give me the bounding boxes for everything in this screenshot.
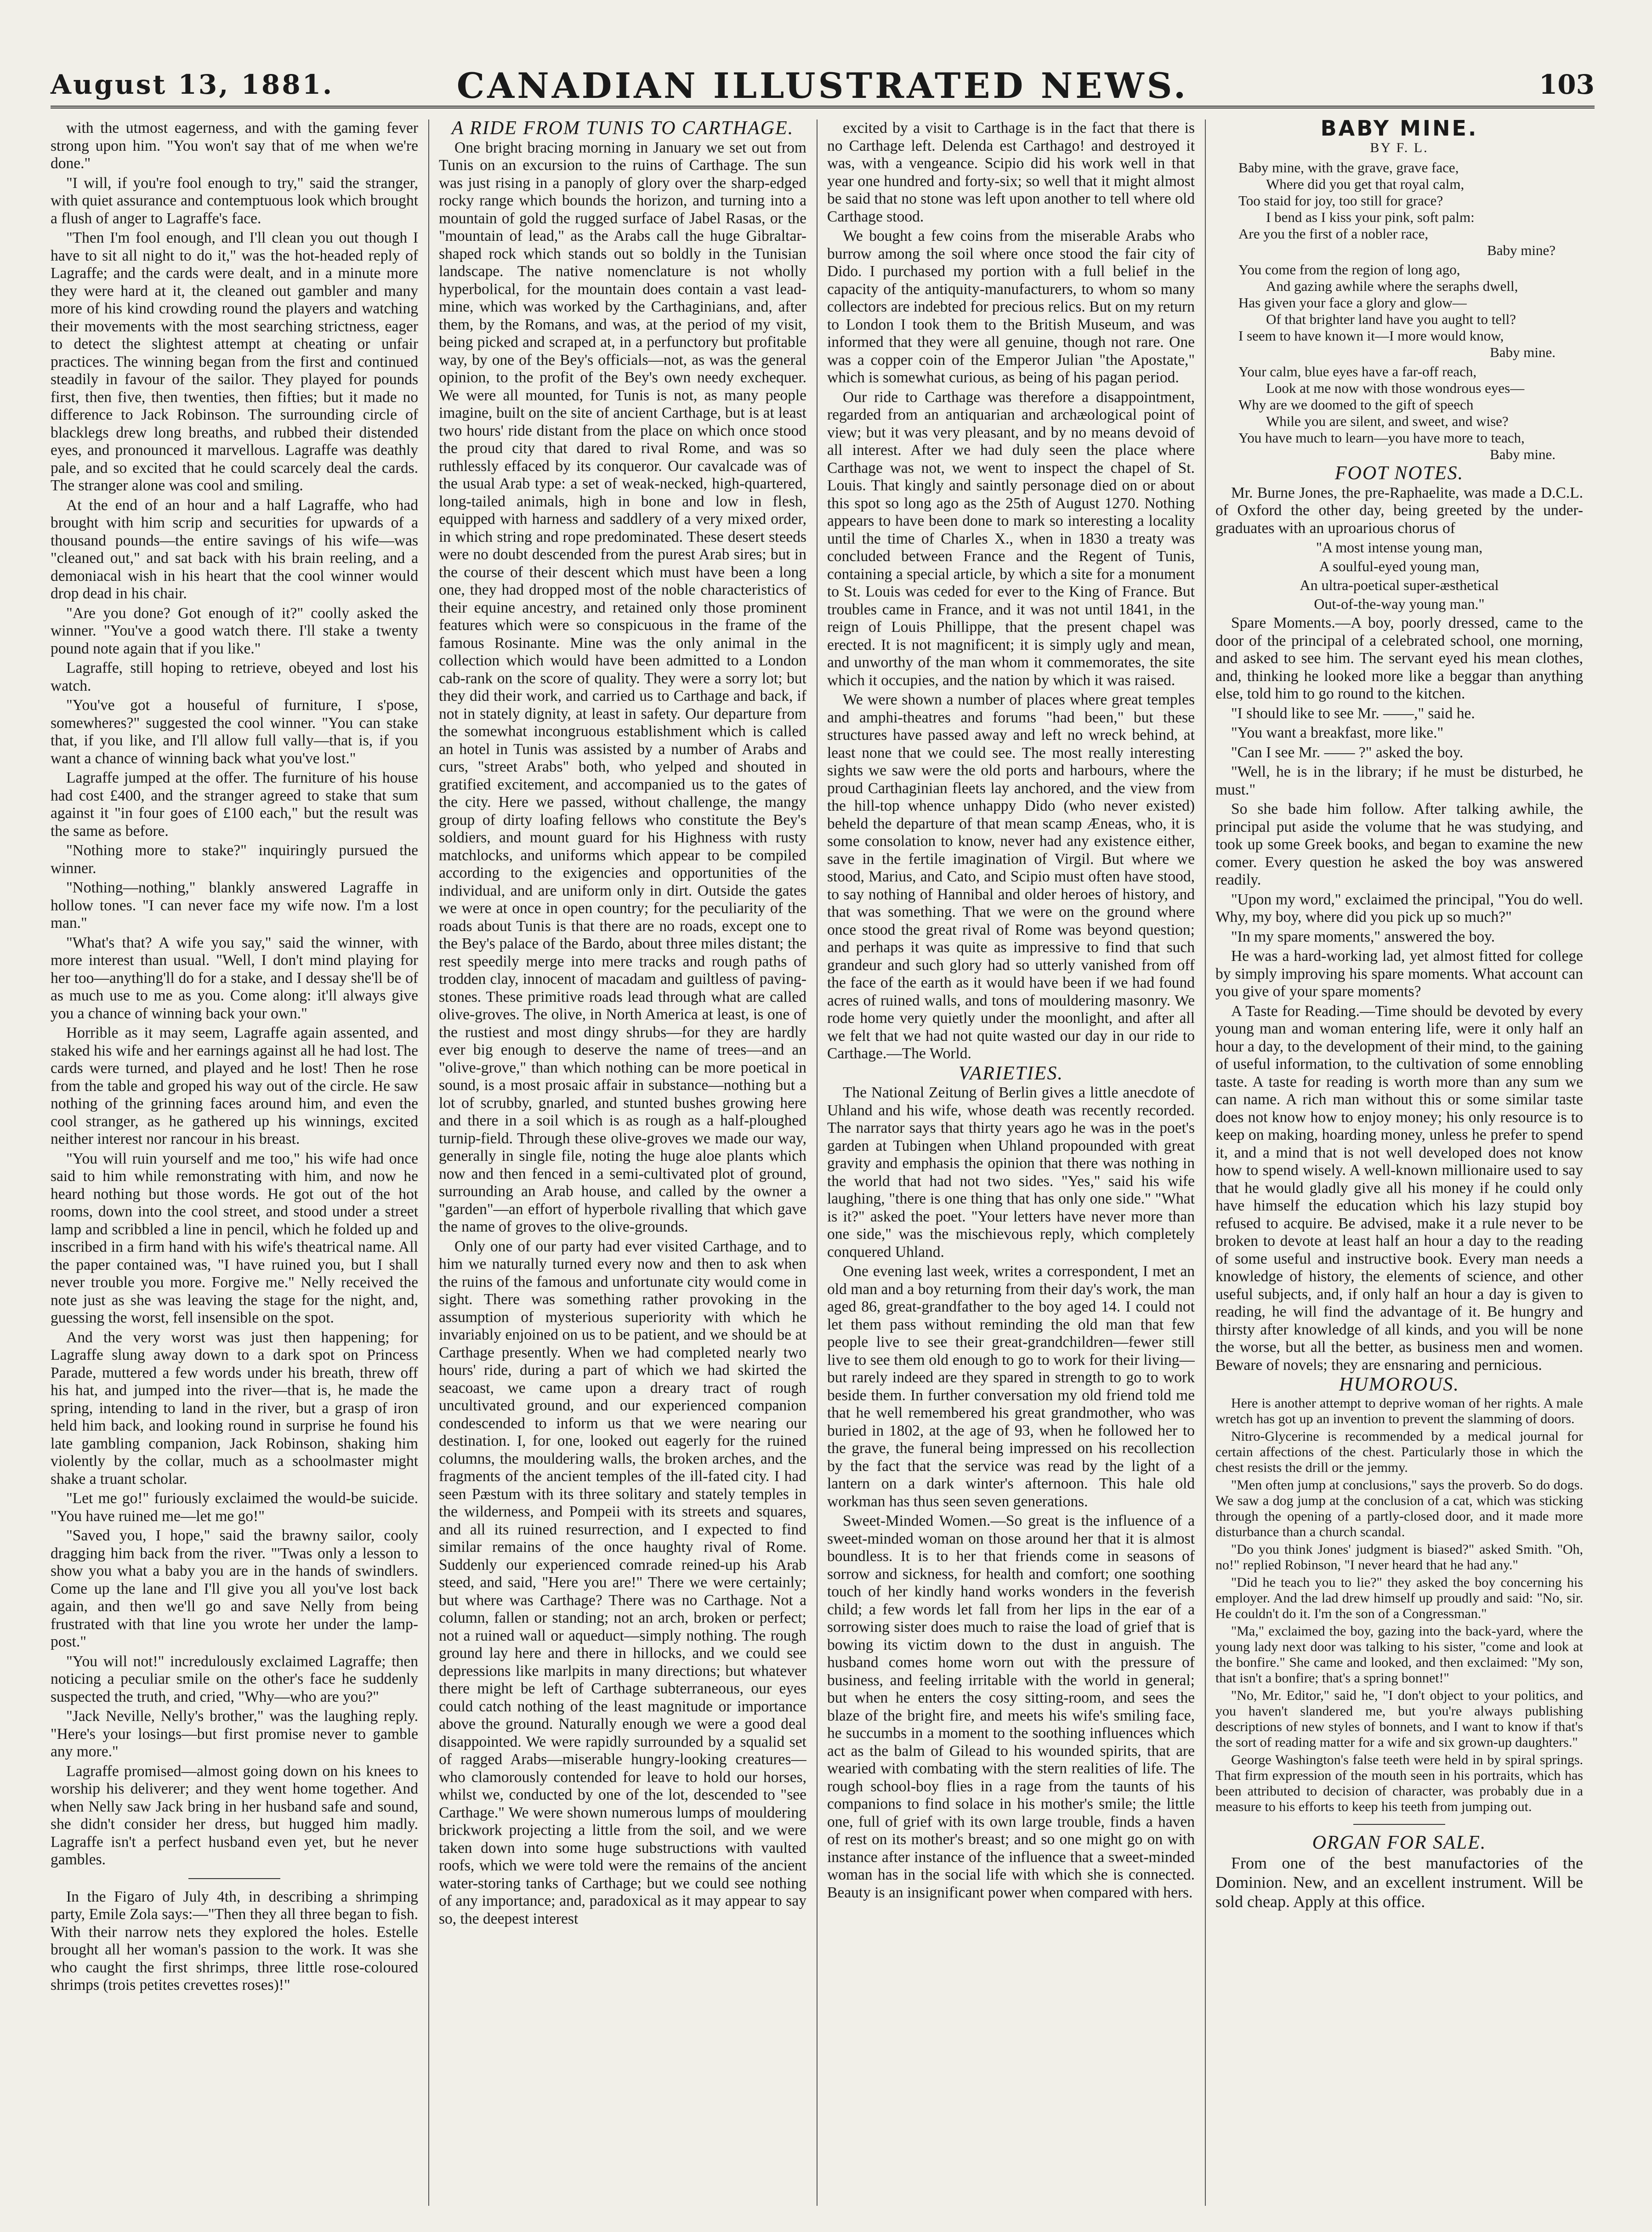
- paragraph: Sweet-Minded Women.—So great is the influence of a sweet-minded woman on those around her that it is almost boundless. It is to her that friends come in seasons of sorrow and sickness, for health and comfort; one soothing touch of her kindly hand works wonders in the feverish child; a few words let fall from her lips in the ear of a sorrowing sister does much to raise the load of grief that is bowing its victim down to the dust in anguish. The husband comes home worn out with the pressure of business, and feeling irritable with the world in general; but when he enters the cosy sitting-room, and sees the blaze of the bright fire, and meets his wife's smiling face, he succumbs in a moment to the soothing influences which act as the balm of Gilead to his wounded spirits, that are wearied with combating with the stern realities of life. The rough school-boy flies in a rage from the taunts of his companions to find solace in his mother's smile; the little one, full of grief with its own large trouble, finds a haven of rest on its mother's breast; and so one might go on with instance after instance of the influence that a sweet-minded woman has in the social life with which she is connected. Beauty is an insignificant power when compared with hers.: [827, 1512, 1195, 1901]
- poem-stanza: [1238, 261, 1583, 361]
- paragraph: Spare Moments.—A boy, poorly dressed, came to the door of the principal of a celebrated school, one morning, and asked to see him. The servant eyed his mean clothes, and, thinking he looked more like a beggar than anything else, told him to go round to the kitchen.: [1215, 614, 1583, 702]
- column-1: [51, 119, 418, 2206]
- paragraph: Here is another attempt to deprive woman of her rights. A male wretch has got up an invention to prevent the slamming of doors.: [1215, 1395, 1583, 1426]
- poem-line: I seem to have known it—I more would know,: [1238, 328, 1504, 344]
- poem-line: You have much to learn—you have more to teach,: [1238, 430, 1525, 446]
- page-number: 103: [1538, 69, 1595, 100]
- poem-line: Baby mine.: [1490, 344, 1555, 360]
- paragraph: "Ma," exclaimed the boy, gazing into the back-yard, where the young lady next door was talking to his sister, "come and look at the bonfire." She came and looked, and then exclaimed: "My son, that isn't a bonfire; that's a spring bonnet!": [1215, 1623, 1583, 1686]
- poem-line: Has given your face a glory and glow—: [1238, 295, 1467, 311]
- column-2: [439, 119, 806, 2206]
- section-heading: FOOT NOTES.: [1334, 463, 1464, 484]
- poem-line: Where did you get that royal calm,: [1266, 176, 1465, 192]
- poem-line: You come from the region of long ago,: [1238, 261, 1460, 278]
- humorous-items: [1215, 1396, 1583, 1815]
- paragraph: In the Figaro of July 4th, in describing a shrimping party, Emile Zola says:—"Then they all three began to fish. With their narrow nets they explored the holes. Estelle brought all her woman's passion to the work. It was she who caught the first shrimps, three little rose-coloured shrimps (trois petites crevettes roses)!": [51, 1888, 418, 1993]
- paragraph: Lagraffe promised—almost going down on his knees to worship his deliverer; and they went home together. And when Nelly saw Jack bring in her husband safe and sound, she didn't consider her dress, but hugged him madly. Lagraffe isn't a perfect husband even yet, but he never gambles.: [51, 1762, 418, 1868]
- paragraph: Only one of our party had ever visited Carthage, and to him we naturally turned every now and then to ask when the ruins of the famous and unfortunate city would come in sight. There was something rather provoking in the assumption of mysterious superiority with which he invariably enjoined on us to be patient, and we should be at Carthage presently. When we had completed nearly two hours' ride, during a part of which we had skirted the seacoast, we came upon a dreary tract of rough uncultivated ground, and our experienced companion condescended to inform us that we were nearing our destination. I, for one, looked out eagerly for the ruined columns, the mouldering walls, the broken arches, and the fragments of the ancient temples of the ill-fated city. I had seen Pæstum with its three solitary and stately temples in the wilderness, and Pompeii with its streets and squares, and all its ruined resurrection, and I expected to find similar remains of the once haughty rival of Rome. Suddenly our experienced comrade reined-up his Arab steed, and said, "Here you are!" There we were certainly; but where was Carthage? There was no Carthage. Not a column, fallen or standing; not an arch, broken or perfect; not a ruined wall or aqueduct—simply nothing. The rough ground lay here and there in hillocks, and we could see depressions like marlpits in many directions; but whatever there might be left of Carthage subterraneous, our eyes could catch nothing of the least magnitude or importance above the ground. Naturally enough we were a good deal disappointed. We were rapidly surrounded by a squalid set of ragged Arabs—miserable hungry-looking creatures—who clamorously contended for leave to hold our horses, whilst we, conducted by one of the lot, descended to "see Carthage." We were shown numerous lumps of mouldering brickwork projecting a little from the soil, and we were taken down into some huge substructions with vaulted roofs, which we were told were the remains of the ancient water-storing tanks of Carthage; but we could see nothing of any importance; and, paradoxical as it may appear to say so, the deepest interest: [439, 1238, 806, 1927]
- paragraph: The National Zeitung of Berlin gives a little anecdote of Uhland and his wife, whose death was recently recorded. The narrator says that thirty years ago he was in the poet's garden at Tubingen when Uhland propounded with great gravity and emphasis the opinion that there was nothing in the world that had not two sides. "Yes," said his wife laughing, "there is one thing that has only one side." "What is it?" asked the poet. "Your letters have never more than one side," was the mischievous reply, which completely conquered Uhland.: [827, 1084, 1195, 1261]
- paragraph: Mr. Burne Jones, the pre-Raphaelite, was made a D.C.L. of Oxford the other day, being greeted by the under-graduates with an uproarious chorus of: [1215, 484, 1583, 537]
- paragraph: Nitro-Glycerine is recommended by a medical journal for certain affections of the chest. Particularly those in which the chest resists the drill or the jemmy.: [1215, 1428, 1583, 1475]
- paragraph: "Jack Neville, Nelly's brother," was the laughing reply. "Here's your losings—but first promise never to gamble any more.": [51, 1708, 418, 1760]
- paragraph: "I should like to see Mr. ——," said he.: [1231, 704, 1475, 722]
- paragraph: with the utmost eagerness, and with the gaming fever strong upon him. "You won't say that of me when we're done.": [51, 119, 418, 172]
- paragraph: "You want a breakfast, more like.": [1231, 724, 1444, 741]
- paragraph: "In my spare moments," answered the boy.: [1231, 928, 1495, 945]
- paragraph: "Do you think Jones' judgment is biased?" asked Smith. "Oh, no!" replied Robinson, "I never heard that he had any.": [1215, 1541, 1583, 1573]
- paragraph: Lagraffe, still hoping to retrieve, obeyed and lost his watch.: [51, 659, 418, 694]
- column-3: [827, 119, 1195, 2206]
- paragraph: "What's that? A wife you say," said the winner, with more interest than usual. "Well, I don't mind playing for her too—anything'll do for a stake, and I dessay she'll be of as much use to me as you. Come along: it'll always give you a chance of winning back your own.": [51, 934, 418, 1022]
- section-heading: HUMOROUS.: [1339, 1374, 1459, 1395]
- paragraph: At the end of an hour and a half Lagraffe, who had brought with him scrip and securities for upwards of a thousand pounds—the entire savings of his wife—was "cleaned out," and sat back with his brain reeling, and a demoniacal wish in his heart that the cool winner would drop dead in his chair.: [51, 496, 418, 602]
- verse-line: "A most intense young man,: [1316, 539, 1483, 556]
- poem-line: And gazing awhile where the seraphs dwell,: [1266, 278, 1518, 294]
- poem-title: BABY MINE.: [1320, 119, 1478, 141]
- paragraph: "I will, if you're fool enough to try," said the stranger, with quiet assurance and contemptuous look which brought a flush of anger to Lagraffe's face.: [51, 174, 418, 227]
- paragraph: "Did he teach you to lie?" they asked the boy concerning his employer. And the lad drew himself up proudly and said: "No, sir. He couldn't do it. I'm the son of a Congressman.": [1215, 1574, 1583, 1621]
- paragraph: So she bade him follow. After talking awhile, the principal put aside the volume that he was studying, and took up some Greek books, and began to examine the new comer. Every question he asked the boy was answered readily.: [1215, 801, 1583, 888]
- paragraph: "Then I'm fool enough, and I'll clean you out though I have to sit all night to do it," was the hot-headed reply of Lagraffe; and the cards were dealt, and in a minute more they were hard at it, the cleaned out gambler and many more of his kind crowding round the players and watching their movements with the most searching strictness, eager to detect the slightest attempt at cheating or unfair practices. The winning began from the first and continued steadily in favour of the sailor. They played for pounds first, then five, then twenties, then fifties; but it made no difference to Jack Robinson. The surrounding circle of blacklegs drew long breaths, and rubbed their distended eyes, and pronounced it marvellous. Lagraffe was deathly pale, and so excited that he could scarcely deal the cards. The stranger alone was cool and smiling.: [51, 229, 418, 494]
- advertisement: From one of the best manufactories of the Dominion. New, and an excellent instrument. Will be sold cheap. Apply at this office.: [1215, 1854, 1583, 1911]
- paragraph: A Taste for Reading.—Time should be devoted by every young man and woman entering life, were it only half an hour a day, to the development of their mind, to the gaining of useful information, to the cultivation of some ennobling taste. A taste for reading is worth more than any sum we can name. A rich man without this or some similar taste does not know how to enjoy money; his only resource is to keep on making, hoarding money, unless he prefer to spend it, and a mind that is not well developed does not know how to spend wisely. A well-known millionaire used to say that he would gladly give all his money if he could only have himself the education which his lazy stupid boy refused to acquire. Be advised, make it a rule never to be broken to devote at least half an hour a day to the reading of some useful and instructive book. Every man needs a knowledge of history, the elements of science, and other useful subjects, and, if only half an hour a day is given to reading, he will find the advantage of it. Be hungry and thirsty after knowledge of all kinds, and you will be none the worse, but all the better, as business men and women. Beware of novels; they are ensnaring and pernicious.: [1215, 1002, 1583, 1374]
- verse-line: Out-of-the-way young man.": [1314, 596, 1485, 612]
- paragraph: Lagraffe jumped at the offer. The furniture of his house had cost £400, and the stranger agreed to stake that sum against it "in four goes of £100 each," but the result was the same as before.: [51, 769, 418, 840]
- paragraph: Horrible as it may seem, Lagraffe again assented, and staked his wife and her earnings against all he had lost. The cards were turned, and played and he lost! Then he rose from the table and groped his way out of the circle. He saw nothing of the grinning faces around him, and even the cool stranger, as he gathered up his winnings, excited neither interest nor rancour in his breast.: [51, 1024, 418, 1147]
- poem-line: Baby mine.: [1490, 446, 1555, 462]
- poem-byline: BY F. L.: [1370, 140, 1429, 155]
- paragraph: One evening last week, writes a correspondent, I met an old man and a boy returning from their day's work, the man aged 86, great-grandfather to the boy aged 14. I could not let them pass without reminding the old man that few people live to see their great-grandchildren—fewer still live to see them old enough to go to work for their living—but rarely indeed are they spared in strength to go to work beside them. In further conversation my old friend told me that he well remembered his great grandmother, who was buried in 1802, at the age of 93, when he followed her to the grave, the funeral being impressed on his recollection by the fact that the service was read by the light of a lantern on a dark winter's afternoon. This hale old workman has thus seen seven generations.: [827, 1263, 1195, 1510]
- paragraph: "No, Mr. Editor," said he, "I don't object to your politics, and you haven't slandered me, but you're always publishing descriptions of new styles of bonnets, and I want to know if that's the sort of reading matter for a wife and six grown-up daughters.": [1215, 1687, 1583, 1750]
- section-heading: ORGAN FOR SALE.: [1312, 1832, 1487, 1853]
- paragraph: We were shown a number of places where great temples and amphi-theatres and forums "had been," but these structures have passed away and left no wreck behind, at least none that we could see. The most really interesting sights we saw were the old ports and harbours, where the proud Carthaginian fleets lay anchored, and the view from the hill-top whence unhappy Dido (who never existed) beheld the departure of that mean scamp Æneas, who, it is some consolation to know, never had any existence either, save in the fertile imagination of Virgil. But where we stood, Marius, and Cato, and Scipio must often have stood, to say nothing of Hannibal and older heroes of history, and that was something. That we were on the ground where once stood the great rival of Rome was beyond question; and perhaps it was quite as impressive to find that such grandeur and such glory had so utterly vanished from off the face of the earth as it would have been if we had found acres of ruined walls, and tons of mouldering masonry. We rode home very quietly under the moonlight, and after all we felt that we had not quite wasted our day in our ride to Carthage.—The World.: [827, 691, 1195, 1062]
- paragraph: "Men often jump at conclusions," says the proverb. So do dogs. We saw a dog jump at the conclusion of a cat, which was sticking through the opening of a partly-closed door, and it made more disturbance than a church scandal.: [1215, 1477, 1583, 1539]
- poem-line: Why are we doomed to the gift of speech: [1238, 397, 1474, 413]
- paragraph: "Saved you, I hope," said the brawny sailor, cooly dragging him back from the river. "'Twas only a lesson to show you what a baby you are in the hands of swindlers. Come up the lane and I'll give you all you've lost back again, and then we'll go and save Nelly from being frustrated with that line you wrote her under the lamp-post.": [51, 1527, 418, 1650]
- issue-date: August 13, 1881.: [51, 69, 334, 100]
- section-rule: [1353, 1824, 1445, 1825]
- poem-line: Baby mine?: [1487, 242, 1555, 258]
- paragraph: "Let me go!" furiously exclaimed the would-be suicide. "You have ruined me—let me go!": [51, 1490, 418, 1525]
- paragraph: "You will ruin yourself and me too," his wife had once said to him while remonstrating with him, and now he heard nothing but those words. He got out of the hot rooms, down into the cool street, and stood under a street lamp and scribbled a line in pencil, which he folded up and inscribed in a firm hand with his wife's theatrical name. All the paper contained was, "I have ruined you, but I shall never trouble you more. Forgive me." Nelly received the note just as she was leaving the stage for the night, and, guessing the worst, fell insensible on the spot.: [51, 1150, 418, 1326]
- article-heading: A RIDE FROM TUNIS TO CARTHAGE.: [451, 119, 794, 139]
- poem-line: Your calm, blue eyes have a far-off reach,: [1238, 363, 1477, 380]
- paragraph: "Nothing—nothing," blankly answered Lagraffe in hollow tones. "I can never face my wife now. I'm a lost man.": [51, 879, 418, 931]
- verse-line: A soulful-eyed young man,: [1319, 558, 1480, 574]
- column-divider: [1205, 119, 1206, 2206]
- masthead: [51, 55, 1595, 108]
- poem-line: Are you the first of a nobler race,: [1238, 226, 1429, 242]
- poem-line: I bend as I kiss your pink, soft palm:: [1266, 209, 1475, 225]
- column-divider: [428, 119, 429, 2206]
- paragraph: "Upon my word," exclaimed the principal, "You do well. Why, my boy, where did you pick up so much?": [1215, 891, 1583, 926]
- paragraph: We bought a few coins from the miserable Arabs who burrow among the soil where once stood the fair city of Dido. I purchased my portion with a full belief in the capacity of the antiquity-manufacturers, to whom so many collectors are indebted for precious relics. But on my return to London I took them to the British Museum, and was informed that they were all genuine, though not rare. One was a copper coin of the Emperor Julian "the Apostate," which is somewhat curious, as being of his pagan period.: [827, 227, 1195, 386]
- poem-stanza: [1238, 159, 1583, 259]
- column-4: [1215, 119, 1583, 2206]
- paragraph: One bright bracing morning in January we set out from Tunis on an excursion to the ruins of Carthage. The sun was just rising in a panoply of glory over the sharp-edged rocky range which bounds the horizon, and turning into a mountain of gold the rugged surface of Jabel Rasas, or the "mountain of lead," as the Arabs call the huge Gibraltar-shaped rock which stands out so boldly in the Tunisian landscape. The native nomenclature is not wholly hyperbolical, for the mountain does contain a vast lead-mine, which was worked by the Carthaginians, and, after them, by the Romans, and was, at the period of my visit, being picked and scraped at, in a perfunctory but profitable way, by one of the Bey's officials—not, as was the general opinion, to the profit of the Bey's own needy exchequer. We were all mounted, for Tunis is not, as many people imagine, built on the site of ancient Carthage, but is at least two hours' ride distant from the place on which once stood the proud city that dared to rival Rome, and was so ruthlessly effaced by its conqueror. Our cavalcade was of the usual Arab type: a set of weak-necked, high-quartered, long-tailed animals, high in bone and low in flesh, equipped with harness and saddlery of a very mixed order, in which string and rope predominated. These desert steeds were no doubt descended from the purest Arab sires; but in the course of their descent which must have been a long one, they had dropped most of the noble characteristics of their equine ancestry, and retained only those prominent features which were so conspicuous in the frame of the famous Rosinante. Mine was the only animal in the collection which would have been admitted to a London cab-rank on the score of quality. They were a sorry lot; but they did their work, and carried us to Carthage and back, if not in stately dignity, at least in safety. Our departure from the somewhat incongruous establishment which is called an hotel in Tunis was assisted by a number of Arabs and curs, "street Arabs" both, who yelped and shouted in gratified excitement, and accompanied us to the gates of the city. Here we passed, without challenge, the mangy group of dirty loafing fellows who constitute the Bey's soldiers, and mount guard for his Highness with rusty matchlocks, and uniforms which appear to be compiled according to the exigencies and opportunities of the individual, and are uniform only in dirt. Outside the gates we were at once in open country; for the peculiarity of the roads about Tunis is that there are no roads, except one to the Bey's palace of the Bardo, about three miles distant; the rest speedily merge into mere tracks and rough paths of trodden clay, innocent of macadam and guiltless of paving-stones. These primitive roads lead through what are called olive-groves. The olive, in North America at least, is one of the rustiest and most dingy shrubs—for they are hardly ever big enough to deserve the name of trees—and an "olive-grove," than which nothing can be more poetical in sound, is a most prosaic affair in substance—nothing but a lot of scrubby, gnarled, and stunted bushes growing here and there in a soil which is as rough as a half-ploughed turnip-field. Through these olive-groves we made our way, generally in single file, noting the huge aloe plants which now and then fenced in a semi-cultivated plot of ground, surrounding an Arab house, and called by the owner a "garden"—an effort of hyperbole rivalling that which gave the name of groves to the olive-grounds.: [439, 139, 806, 1235]
- poem-line: Too staid for joy, too still for grace?: [1238, 193, 1443, 209]
- paragraph: excited by a visit to Carthage is in the fact that there is no Carthage left. Delenda est Carthago! and destroyed it was, with a vengeance. Scipio did his work well in that year one hundred and forty-six; so well that it might almost be said that no stone was left upon another to tell where old Carthage stood.: [827, 119, 1195, 225]
- paragraph: "Are you done? Got enough of it?" coolly asked the winner. "You've a good watch there. I'll stake a twenty pound note again that if you like.": [51, 604, 418, 657]
- paragraph: "You've got a houseful of furniture, I s'pose, somewheres?" suggested the cool winner. "You can stake that, if you like, and I'll allow full vally—that is, if you want a chance of winning back what you've lost.": [51, 697, 418, 767]
- poem-line: Look at me now with those wondrous eyes—: [1266, 380, 1525, 396]
- poem-line: Of that brighter land have you aught to tell?: [1266, 311, 1516, 327]
- paragraph: And the very worst was just then happening; for Lagraffe slung away down to a dark spot on Princess Parade, muttered a few words under his breath, threw off his hat, and jumped into the river—that is, he made the spring, intending to land in the river, but a grasp of iron held him back, and looking round in surprise he found his late gambling companion, Jack Robinson, shaking him violently by the collar, much as a schoolmaster might shake a truant scholar.: [51, 1329, 418, 1488]
- section-rule: [188, 1878, 280, 1879]
- paragraph: "You will not!" incredulously exclaimed Lagraffe; then noticing a peculiar smile on the other's face he suddenly suspected the truth, and cried, "Why—who are you?": [51, 1653, 418, 1705]
- paragraph: "Well, he is in the library; if he must be disturbed, he must.": [1215, 763, 1583, 798]
- poem-stanza: [1238, 363, 1583, 463]
- paragraph: George Washington's false teeth were held in by spiral springs. That firm expression of the mouth seen in his portraits, which has been attributed to decision of character, was probably due in a measure to his efforts to keep his teeth from jumping out.: [1215, 1752, 1583, 1814]
- newspaper-title: CANADIAN ILLUSTRATED NEWS.: [456, 65, 1189, 106]
- paragraph: Our ride to Carthage was therefore a disappointment, regarded from an antiquarian and archæological point of view; but it was very pleasant, and by no means devoid of all interest. After we had duly seen the place where Carthage was not, we went to inspect the chapel of St. Louis. That kingly and saintly personage died on or about this spot so long ago as the 25th of August 1270. Nothing appears to have been done to mark so interesting a locality until the time of Charles X., when in 1830 a treaty was concluded between France and the Regent of Tunis, containing a special article, by which a site for a monument to St. Louis was ceded for ever to the King of France. But troubles came in France, and it was not until 1841, in the reign of Louis Phillippe, that the present chapel was erected. It is not magnificent; it is simply ugly and mean, and unworthy of the man whom it commemorates, the site which it occupies, and the nation by which it was raised.: [827, 388, 1195, 689]
- paragraph: He was a hard-working lad, yet almost fitted for college by simply improving his spare moments. What account can you give of your spare moments?: [1215, 948, 1583, 1000]
- poem-line: Baby mine, with the grave, grave face,: [1238, 159, 1459, 176]
- paragraph: "Can I see Mr. —— ?" asked the boy.: [1231, 744, 1464, 761]
- verse-line: An ultra-poetical super-æsthetical: [1300, 577, 1499, 593]
- poem-line: While you are silent, and sweet, and wise?: [1266, 413, 1509, 429]
- section-heading: VARIETIES.: [959, 1062, 1063, 1084]
- paragraph: "Nothing more to stake?" inquiringly pursued the winner.: [51, 842, 418, 877]
